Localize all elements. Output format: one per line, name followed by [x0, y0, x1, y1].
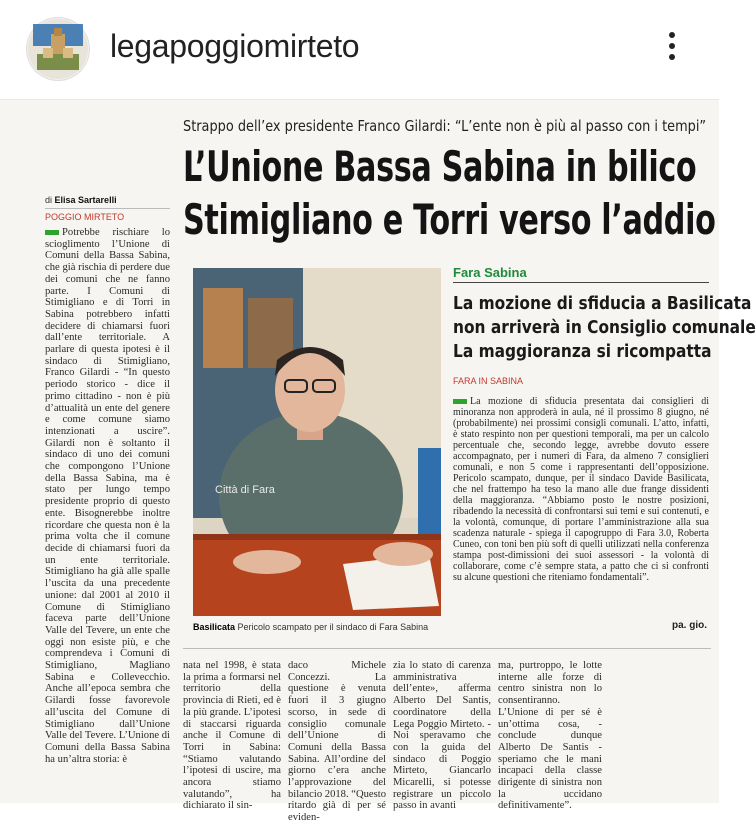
bottom-rule: [183, 648, 711, 649]
side-bullet-marker: [453, 399, 467, 404]
newspaper-clipping: [0, 100, 756, 824]
more-vertical-icon[interactable]: [660, 28, 684, 68]
town-tower-logo-icon: [27, 18, 89, 80]
profile-avatar[interactable]: [27, 18, 89, 80]
side-body-text: La mozione di sfiducia presentata dai consiglieri di minoranza non approderà in aula, né il prossimo 8 giugno, né (probabilmente) nei prossimi consigli comunali. L’atto, infatti, è stato respinto non per questioni temporali, ma per un calcolo percentuale che, secondo legge, avrebbe dovuto essere accompagnato, per i numeri di Fara, da almeno 7 consiglieri comunali, e non 5 come i rappresentanti dell’opposizione. Pericolo scampato, dunque, per il sindaco Davide Basilicata, che nel frattempo ha teso la mano alle due frange dissidenti della maggioranza. “Abbiamo posto le nostre posizioni, ribadendo la necessità di confrontarsi sui temi e sui contenuti, e la volontà, comunque, di portare l’amministrazione alla sua scadenza naturale - spiega il capogruppo di Fara 3.0, Roberta Cuneo, con toni ben più soft di quelli utilizzati nella conferenza stampa post-dimissioni dei suoi assessori - la volontà di collaborare, come c’è sempre stata, a patto che ci si confronti su alcune questioni che riteniamo fondamentali”.: [453, 396, 709, 583]
caption-name: Basilicata: [193, 622, 236, 632]
profile-username[interactable]: legapoggiomirteto: [110, 28, 360, 64]
byline: [45, 195, 117, 205]
left-column: [45, 227, 170, 799]
bottom-column-2: daco Michele Concezzi. La questione è venuta fuori il 3 giugno scorso, in sede di consiglio comunale dell’Unione di Comuni della Bassa Sabina. All’ordine del giorno c’era anche l’approvazione del bilancio 2018. “Questo ritardo già di per sé eviden-: [288, 660, 386, 824]
side-section-label: Fara Sabina: [453, 265, 527, 280]
bottom-column-4: ma, purtroppo, le lotte interne alle forze di centro sinistra non lo consentiranno. L’Unione di per sé è un’ottima cosa, - conclude dunque Alberto De Santis - speriamo che le mani incapaci della classe dirigente di sinistra non la uccidano definitivamente”.: [498, 660, 602, 812]
bullet-marker: [45, 230, 59, 235]
left-column-text: Potrebbe rischiare lo scioglimento l’Unione di Comuni della Bassa Sabina, che già rischia di perdere due dei comuni che ne fanno parte. I Comuni di Stimigliano e di Torri in Sabina potrebbero infatti decidere di chiamarsi fuori dall’ente territoriale. A parlare di questa ipotesi è il sindaco di Stimigliano, Franco Gilardi - “In questo periodo storico - dice il primo cittadino - non è più d’attualità un ente del genere e come comune siamo intenzionati a uscire”. Gilardi non è soltanto il sindaco di uno dei comuni che compongono l’Unione della Bassa Sabina, ma è stato per lungo tempo presidente proprio di questo ente. Bisognerebbe inoltre ricordare che questa non è la prima volta che il comune decide di chiamarsi fuori da un ente territoriale. Stimigliano ha già alle spalle l’uscita da una precedente unione: dal 2001 al 2010 il Comune di Stimigliano faceva parte dell’Unione Valle del Tevere, un ente che oggi non esiste più, e che comprendeva i Comuni di Stimigliano, Magliano Sabina e Collevecchio. Anche all’epoca sembra che Gilardi fosse favorevole all’uscita del Comune di Stimigliano dall’Unione Valle del Tevere. L’Unione di Comuni della Bassa Sabina ha un’altra storia: è: [45, 227, 170, 765]
post-header: [0, 0, 719, 100]
placeline: POGGIO MIRTETO: [45, 212, 125, 222]
side-body: [453, 396, 709, 618]
byline-author: Elisa Sartarelli: [54, 195, 117, 205]
headline-line-2: Stimigliano e Torri verso l’addio: [183, 195, 716, 244]
byline-rule: [45, 208, 170, 209]
side-placeline: FARA IN SABINA: [453, 376, 524, 386]
photo-caption: [193, 622, 428, 632]
side-section-rule: [453, 282, 709, 283]
poster-text: Città di Fara: [215, 484, 275, 496]
caption-text: Pericolo scampato per il sindaco di Fara Sabina: [237, 622, 429, 632]
article-kicker: Strappo dell’ex presidente Franco Gilardi: “L’ente non è più al passo con i tempi”: [183, 117, 707, 135]
mayor-photo-image: [193, 268, 441, 616]
side-title-line-1: La mozione di sfiducia a Basilicata: [453, 294, 752, 314]
bottom-column-3: zia lo stato di carenza amministrativa dell’ente», afferma Alberto Del Santis, coordinatore della Lega Poggio Mirteto. - Noi speravamo che con la guida del sindaco di Poggio Mirteto, Giancarlo Micarelli, si potesse registrare un piccolo passo in avanti: [393, 660, 491, 812]
side-title-line-2: non arriverà in Consiglio comunale: [453, 318, 756, 338]
byline-prefix: di: [45, 195, 53, 205]
side-title-line-3: La maggioranza si ricompatta: [453, 342, 712, 362]
headline-line-1: L’Unione Bassa Sabina in bilico: [183, 142, 697, 191]
mayor-photo: [193, 268, 441, 616]
bottom-column-1: nata nel 1998, è stata la prima a formarsi nel territorio della provincia di Rieti, ed è la più grande. L’ipotesi di staccarsi riguarda anche il Comune di Torri in Sabina: “Stiamo valutando l’ipotesi di uscire, ma ancora stiamo valutando”, ha dichiarato il sin-: [183, 660, 281, 812]
side-signature: pa. gio.: [672, 620, 707, 631]
